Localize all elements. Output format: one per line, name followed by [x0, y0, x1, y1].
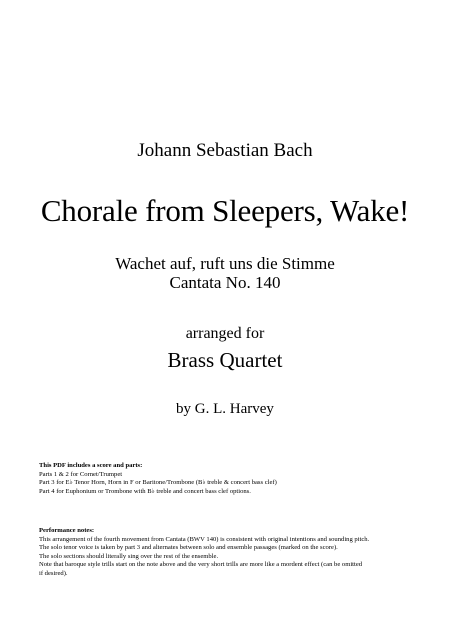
contents-heading: This PDF includes a score and parts:: [39, 462, 143, 469]
contents-section: [39, 462, 439, 496]
contents-line: Part 3 for E♭ Tenor Horn, Horn in F or Baritone/Trombone (B♭ treble & concert bass clef): [39, 479, 277, 487]
arranged-for-label: arranged for: [185, 325, 265, 342]
performance-note-line: Note that baroque style trills start on the note above and the very short trills are more like a mordent effect (can be omitted: [39, 561, 363, 569]
subtitle-line-cantata: Cantata No. 140: [169, 273, 281, 292]
performance-note-line: The solo tenor voice is taken by part 3 and alternates between solo and ensemble passages (marked on the score).: [39, 544, 338, 552]
composer-name: Johann Sebastian Bach: [137, 140, 313, 161]
piece-title: Chorale from Sleepers, Wake!: [40, 193, 410, 228]
ensemble-name: Brass Quartet: [167, 348, 283, 372]
performance-note-line: The solo sections should literally sing over the rest of the ensemble.: [39, 552, 219, 560]
performance-notes-heading: Performance notes:: [39, 527, 95, 534]
performance-note-line: if desired).: [39, 569, 68, 577]
arranger-credit: by G. L. Harvey: [176, 401, 274, 417]
subtitle-line-german: Wachet auf, ruft uns die Stimme: [115, 254, 335, 273]
contents-line: Parts 1 & 2 for Cornet/Trumpet: [39, 470, 123, 478]
performance-note-line: This arrangement of the fourth movement from Cantata (BWV 140) is consistent with original intentions and sounding pitch.: [39, 535, 370, 543]
contents-line: Part 4 for Euphonium or Trombone with B♭ treble and concert bass clef options.: [39, 487, 251, 495]
performance-notes-section: [39, 527, 439, 579]
